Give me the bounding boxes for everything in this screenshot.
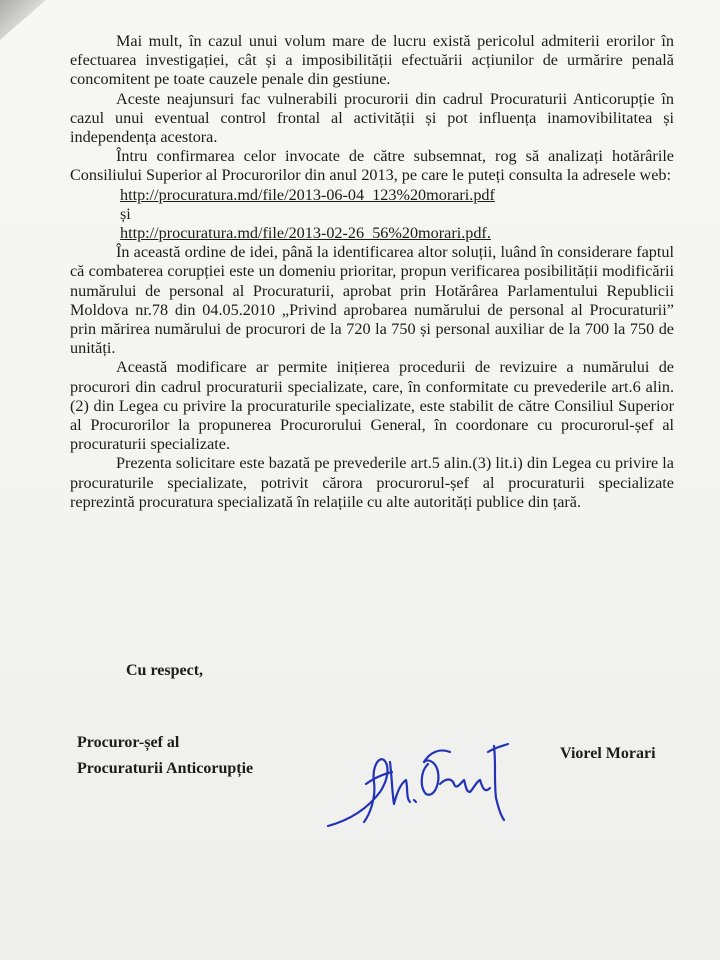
signatory-title-line-1: Procuror-șef al [77, 734, 180, 751]
paragraph-confirmation: Întru confirmarea celor invocate de către subsemnat, rog să analizați hotărârile Consiliului Superior al Procurorilor din anul 2013, pe care le puteți consulta la adresele web: [70, 147, 674, 185]
page-corner-shadow [0, 0, 46, 40]
closing-salutation: Cu respect, [126, 662, 204, 679]
paragraph-proposal: În această ordine de idei, până la identificarea altor soluții, luând în considerare faptul că combaterea corupției este un domeniu prioritar, propun verificarea posibilității modificării numărului de personal al Procuraturii, aprobat prin Hotărârea Parlamentului Republicii Moldova nr.78 din 04.05.2010 „Privind aprobarea numărului de personal al Procuraturii” prin mărirea numărului de procurori de la 720 la 750 și personal auxiliar de la 700 la 750 de unități. [70, 243, 674, 358]
web-link-1[interactable]: http://procuratura.md/file/2013-06-04_123%20morari.pdf [120, 185, 495, 204]
paragraph-vulnerability: Aceste neajunsuri fac vulnerabili procurorii din cadrul Procuraturii Anticorupție în cazul unui eventual control frontal al activității și pot influența inamovibilitatea și independența acestora. [70, 89, 674, 147]
signatory-title [77, 730, 253, 782]
link-conjunction: și [120, 204, 131, 223]
signatory-title-line-2: Procuraturii Anticorupție [77, 760, 254, 777]
web-link-2[interactable]: http://procuratura.md/file/2013-02-26_56%20morari.pdf. [120, 224, 491, 243]
paragraph-modification: Această modificare ar permite inițierea procedurii de revizuire a numărului de procurori din cadrul procuraturii specializate, care, în conformitate cu prevederile art.6 alin.(2) din Legea cu privire la procuraturile specializate, este stabilit de către Consiliul Superior al Procurorilor la propunerea Procurorului General, în coordonare cu procurorul-șef al procuraturii specializate. [70, 358, 674, 454]
paragraph-legal-basis: Prezenta solicitare este bazată pe prevederile art.5 alin.(3) lit.i) din Legea cu privire la procuraturile specializate, potrivit cărora procurorul-șef al procuraturii specializate reprezintă procuratura specializată în relațiile cu alte autorități publice din țară. [70, 454, 674, 511]
paragraph-workload-risk: Mai mult, în cazul unui volum mare de lucru există pericolul admiterii erorilor în efectuarea investigației, cât și a imposibilității efectuării acțiunilor de urmărire penală concomitent pe toate cauzele penale din gestiune. [70, 32, 674, 89]
letter-body [70, 32, 674, 512]
handwritten-signature [320, 722, 520, 842]
signatory-name: Viorel Morari [560, 745, 656, 762]
